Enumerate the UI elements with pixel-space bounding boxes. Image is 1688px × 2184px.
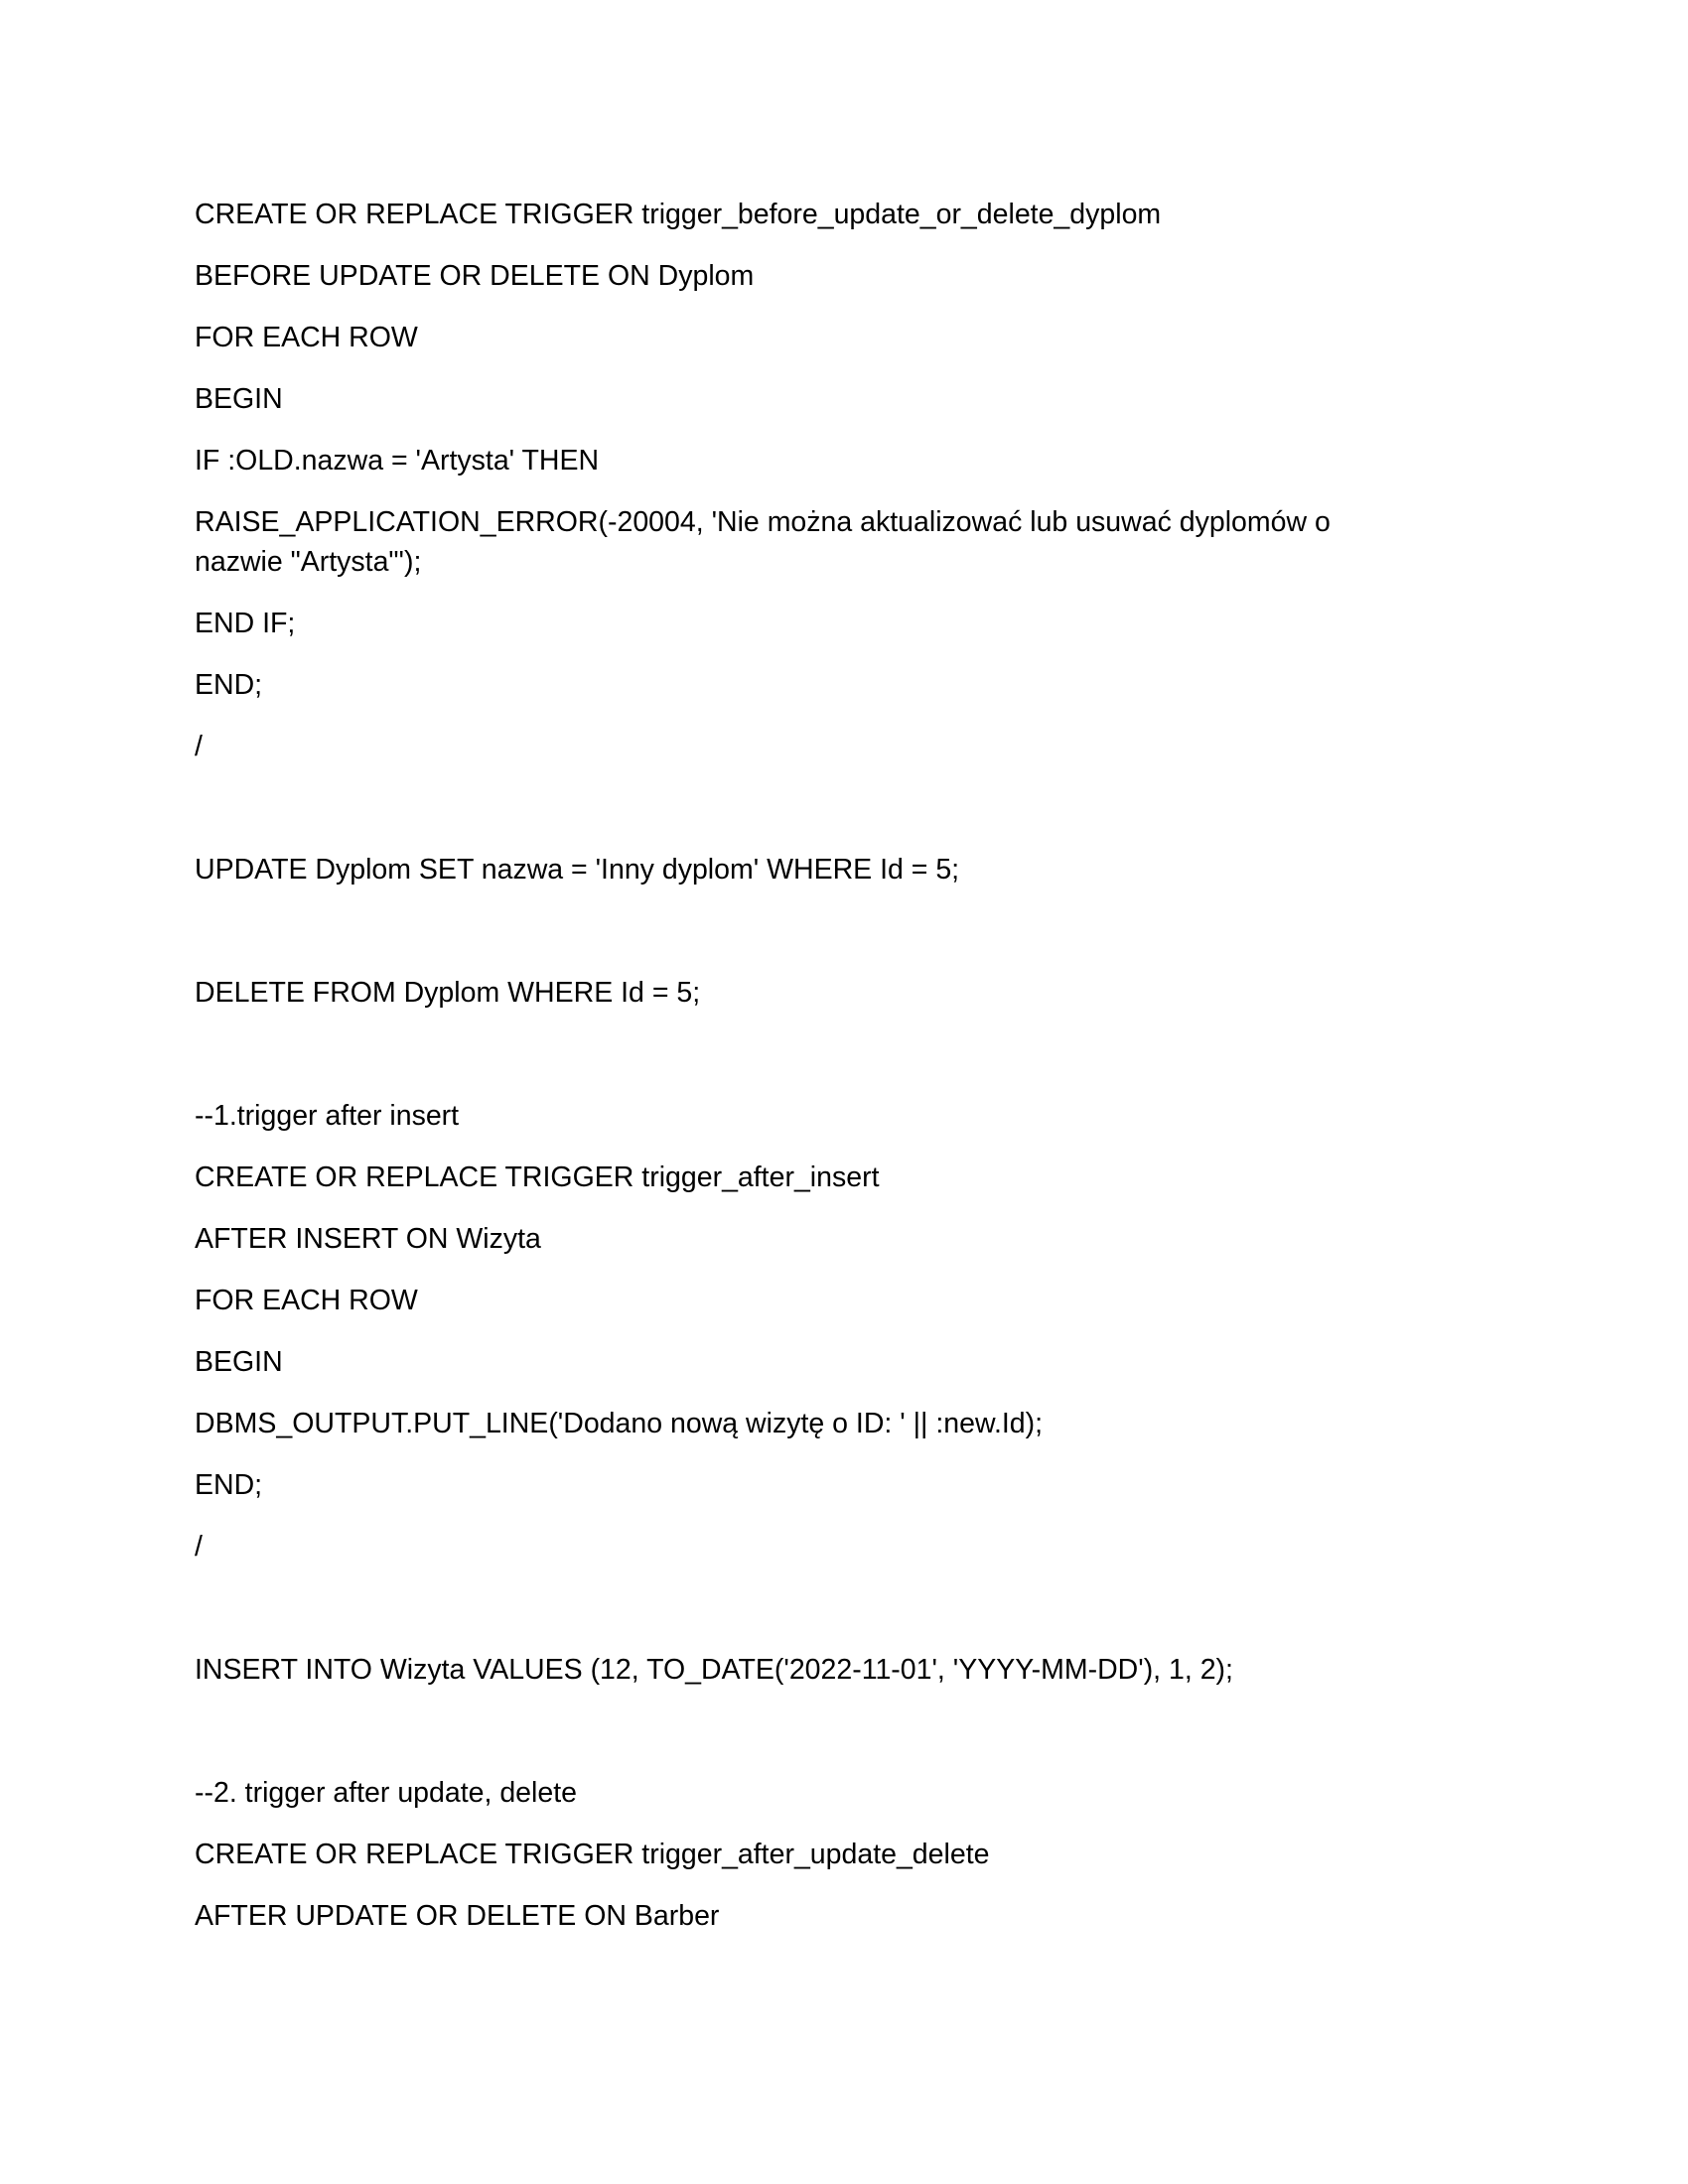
- code-line: AFTER UPDATE OR DELETE ON Barber: [195, 1900, 720, 1932]
- comment-line: --1.trigger after insert: [195, 1100, 460, 1132]
- code-line: DELETE FROM Dyplom WHERE Id = 5;: [195, 977, 701, 1009]
- code-line: BEGIN: [195, 383, 283, 415]
- code-line: END IF;: [195, 608, 296, 639]
- code-line: END;: [195, 1469, 263, 1501]
- code-line: BEGIN: [195, 1346, 283, 1378]
- code-line: END;: [195, 669, 263, 701]
- code-line: DBMS_OUTPUT.PUT_LINE('Dodano nową wizytę o ID: ' || :new.Id);: [195, 1408, 1044, 1439]
- code-line: UPDATE Dyplom SET nazwa = 'Inny dyplom' WHERE Id = 5;: [195, 854, 960, 886]
- comment-line: --2. trigger after update, delete: [195, 1777, 577, 1809]
- code-line: AFTER INSERT ON Wizyta: [195, 1223, 541, 1255]
- code-line: INSERT INTO Wizyta VALUES (12, TO_DATE('2022-11-01', 'YYYY-MM-DD'), 1, 2);: [195, 1654, 1233, 1686]
- code-line: IF :OLD.nazwa = 'Artysta' THEN: [195, 445, 600, 477]
- code-line: RAISE_APPLICATION_ERROR(-20004, 'Nie można aktualizować lub usuwać dyplomów o nazwie "Artysta"');: [195, 506, 1331, 578]
- code-line: FOR EACH ROW: [195, 1285, 418, 1316]
- code-line: CREATE OR REPLACE TRIGGER trigger_after_update_delete: [195, 1839, 990, 1870]
- code-line: BEFORE UPDATE OR DELETE ON Dyplom: [195, 260, 755, 292]
- code-line: /: [195, 1531, 203, 1563]
- code-line: CREATE OR REPLACE TRIGGER trigger_after_insert: [195, 1161, 880, 1193]
- code-line: FOR EACH ROW: [195, 322, 418, 353]
- code-line: CREATE OR REPLACE TRIGGER trigger_before_update_or_delete_dyplom: [195, 199, 1162, 230]
- code-line: /: [195, 731, 203, 762]
